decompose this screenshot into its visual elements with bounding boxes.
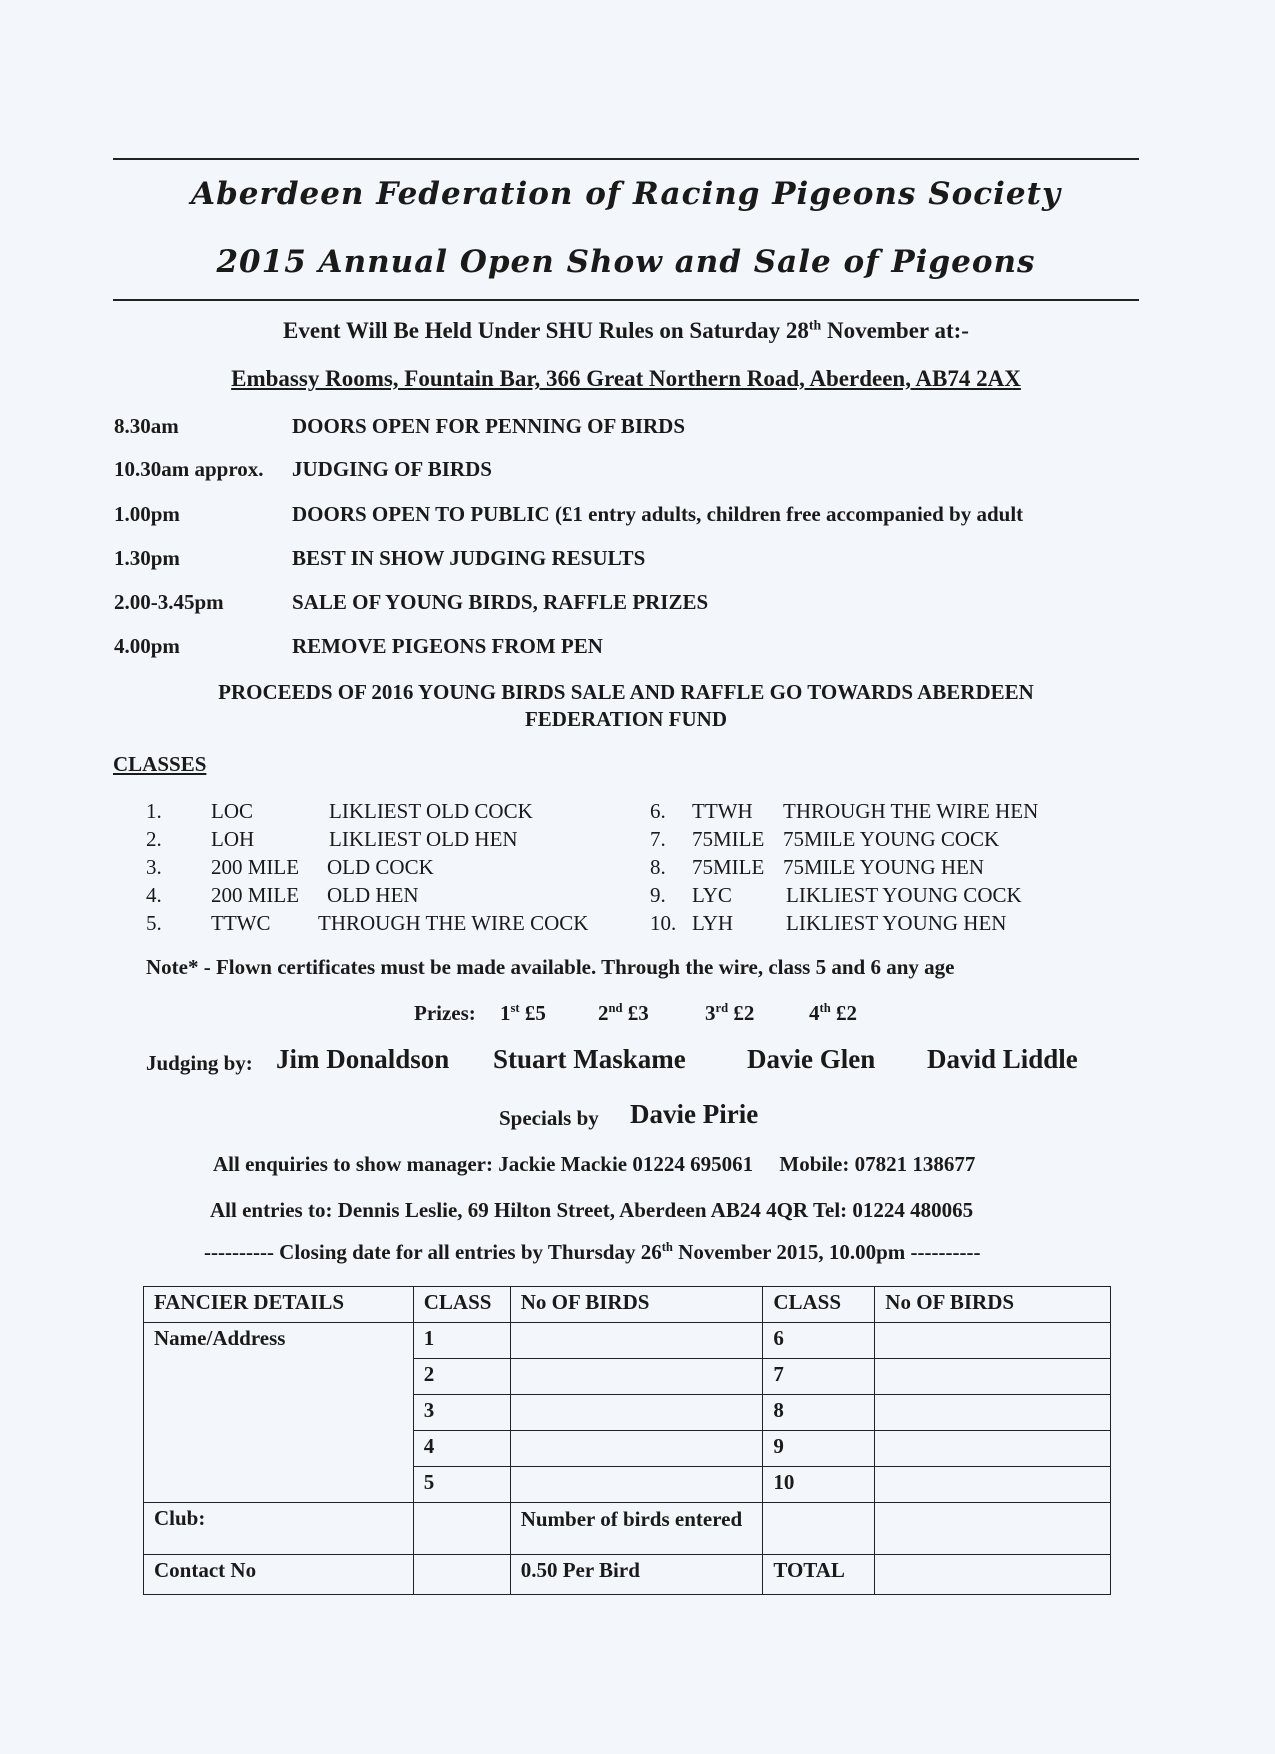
judge-name: David Liddle [927,1044,1078,1074]
class-desc: OLD HEN [327,883,419,907]
table-row [144,1287,1111,1323]
enquiries-line: All enquiries to show manager: Jackie Mackie 01224 695061 Mobile: 07821 138677 [213,1152,976,1176]
prize-second [598,1001,649,1026]
table-row [144,1323,1111,1359]
total-field[interactable] [875,1555,1111,1595]
classes-heading: CLASSES [113,752,207,776]
header-class: CLASS [413,1287,510,1323]
schedule-time: 8.30am [114,414,179,438]
event-intro-end: November at:- [821,318,969,343]
schedule-time: 1.00pm [114,502,180,526]
schedule-time: 10.30am approx. [114,457,264,481]
closing-line [204,1240,980,1265]
class-desc: OLD COCK [327,855,434,879]
class-desc: 75MILE YOUNG COCK [783,827,1000,851]
class-number: 3. [146,855,162,879]
class-desc: LIKLIEST OLD HEN [329,827,518,851]
class-number: 10. [650,911,677,935]
class-code: LYC [692,883,732,907]
schedule-activity: DOORS OPEN FOR PENNING OF BIRDS [292,414,686,438]
birds-count-field[interactable] [510,1359,763,1395]
entries-line: All entries to: Dennis Leslie, 69 Hilton Street, Aberdeen AB24 4QR Tel: 01224 480065 [210,1198,974,1222]
birds-count-field[interactable] [875,1395,1111,1431]
birds-count-field[interactable] [510,1467,763,1503]
class-code: LOH [211,827,255,851]
class-number-cell: 4 [413,1431,510,1467]
header-no-of-birds: No OF BIRDS [510,1287,763,1323]
birds-count-field[interactable] [875,1323,1111,1359]
table-row [144,1503,1111,1555]
header-class: CLASS [763,1287,875,1323]
birds-count-field[interactable] [510,1323,763,1359]
class-number-cell: 8 [763,1395,875,1431]
class-desc: THROUGH THE WIRE HEN [783,799,1039,823]
judge-name: Davie Glen [747,1044,876,1074]
closing-text: ---------- Closing date for all entries by Thursday 26 [204,1240,662,1264]
class-number-cell: 5 [413,1467,510,1503]
prize-amount: £2 [830,1001,857,1025]
prize-place: 2 [598,1001,609,1025]
event-intro-sup: th [808,317,822,333]
schedule-time: 1.30pm [114,546,180,570]
empty-cell [413,1555,510,1595]
class-code: TTWH [692,799,753,823]
club-field[interactable]: Club: [144,1503,414,1555]
prize-sup: nd [608,1001,623,1015]
class-number-cell: 2 [413,1359,510,1395]
prize-first [500,1001,546,1026]
top-rule [113,158,1139,160]
judge-name: Jim Donaldson [276,1044,450,1074]
empty-cell [413,1503,510,1555]
birds-count-field[interactable] [875,1467,1111,1503]
class-code: LOC [211,799,253,823]
class-number-cell: 10 [763,1467,875,1503]
empty-cell [875,1503,1111,1555]
schedule-time: 2.00-3.45pm [114,590,224,614]
class-number-cell: 1 [413,1323,510,1359]
birds-count-field[interactable] [510,1395,763,1431]
entry-form-table [143,1286,1111,1595]
prize-place: 1 [500,1001,511,1025]
specials-name: Davie Pirie [630,1099,759,1129]
total-label: TOTAL [763,1555,875,1595]
class-number-cell: 9 [763,1431,875,1467]
venue: Embassy Rooms, Fountain Bar, 366 Great Northern Road, Aberdeen, AB74 2AX [231,366,1021,391]
class-number-cell: 6 [763,1323,875,1359]
prize-amount: £2 [728,1001,755,1025]
birds-count-field[interactable] [875,1431,1111,1467]
certificate-note: Note* - Flown certificates must be made available. Through the wire, class 5 and 6 any age [146,955,955,979]
class-desc: LIKLIEST OLD COCK [329,799,533,823]
prize-place: 4 [809,1001,820,1025]
class-number: 8. [650,855,666,879]
proceeds-line2: FEDERATION FUND [524,707,728,731]
prize-amount: £5 [519,1001,546,1025]
class-code: LYH [692,911,734,935]
contact-field[interactable]: Contact No [144,1555,414,1595]
judging-label: Judging by: [146,1051,253,1075]
class-desc: LIKLIEST YOUNG HEN [786,911,1007,935]
class-desc: 75MILE YOUNG HEN [783,855,985,879]
number-entered-field[interactable] [763,1503,875,1555]
class-code: 200 MILE [211,883,300,907]
judge-name: Stuart Maskame [493,1044,686,1074]
class-number-cell: 7 [763,1359,875,1395]
class-number: 6. [650,799,666,823]
class-desc: LIKLIEST YOUNG COCK [786,883,1022,907]
class-code: 75MILE [692,827,765,851]
name-address-field[interactable]: Name/Address [144,1323,414,1503]
per-bird-label: 0.50 Per Bird [510,1555,763,1595]
title-rule [113,299,1139,301]
class-code: 75MILE [692,855,765,879]
schedule-activity: DOORS OPEN TO PUBLIC (£1 entry adults, children free accompanied by adult [292,502,1024,526]
table-row [144,1555,1111,1595]
birds-count-field[interactable] [875,1359,1111,1395]
schedule-activity: REMOVE PIGEONS FROM PEN [292,634,603,658]
class-number: 4. [146,883,162,907]
specials-label: Specials by [499,1106,599,1130]
prize-sup: th [819,1001,831,1015]
class-code: 200 MILE [211,855,300,879]
class-number: 2. [146,827,162,851]
prize-third [705,1001,754,1026]
prize-sup: rd [715,1001,729,1015]
schedule-activity: SALE OF YOUNG BIRDS, RAFFLE PRIZES [292,590,709,614]
prize-sup: st [510,1001,520,1015]
class-number: 7. [650,827,666,851]
schedule-time: 4.00pm [114,634,180,658]
show-title: 2015 Annual Open Show and Sale of Pigeons [216,244,1036,280]
closing-end: November 2015, 10.00pm ---------- [672,1240,981,1264]
class-number: 1. [146,799,162,823]
event-intro [113,318,1139,344]
class-code: TTWC [211,911,271,935]
class-number-cell: 3 [413,1395,510,1431]
prizes-label: Prizes: [414,1001,476,1025]
header-no-of-birds: No OF BIRDS [875,1287,1111,1323]
class-desc: THROUGH THE WIRE COCK [318,911,589,935]
schedule-activity: BEST IN SHOW JUDGING RESULTS [292,546,646,570]
class-number: 9. [650,883,666,907]
society-title: Aberdeen Federation of Racing Pigeons Society [191,176,1061,212]
class-number: 5. [146,911,162,935]
prize-place: 3 [705,1001,716,1025]
number-entered-label: Number of birds entered [510,1503,763,1555]
prize-amount: £3 [622,1001,649,1025]
schedule-activity: JUDGING OF BIRDS [292,457,492,481]
header-fancier-details: FANCIER DETAILS [144,1287,414,1323]
birds-count-field[interactable] [510,1431,763,1467]
event-intro-text: Event Will Be Held Under SHU Rules on Saturday 28 [283,318,809,343]
prize-fourth [809,1001,857,1026]
proceeds-line1: PROCEEDS OF 2016 YOUNG BIRDS SALE AND RAFFLE GO TOWARDS ABERDEEN [218,680,1034,704]
closing-sup: th [661,1240,673,1254]
